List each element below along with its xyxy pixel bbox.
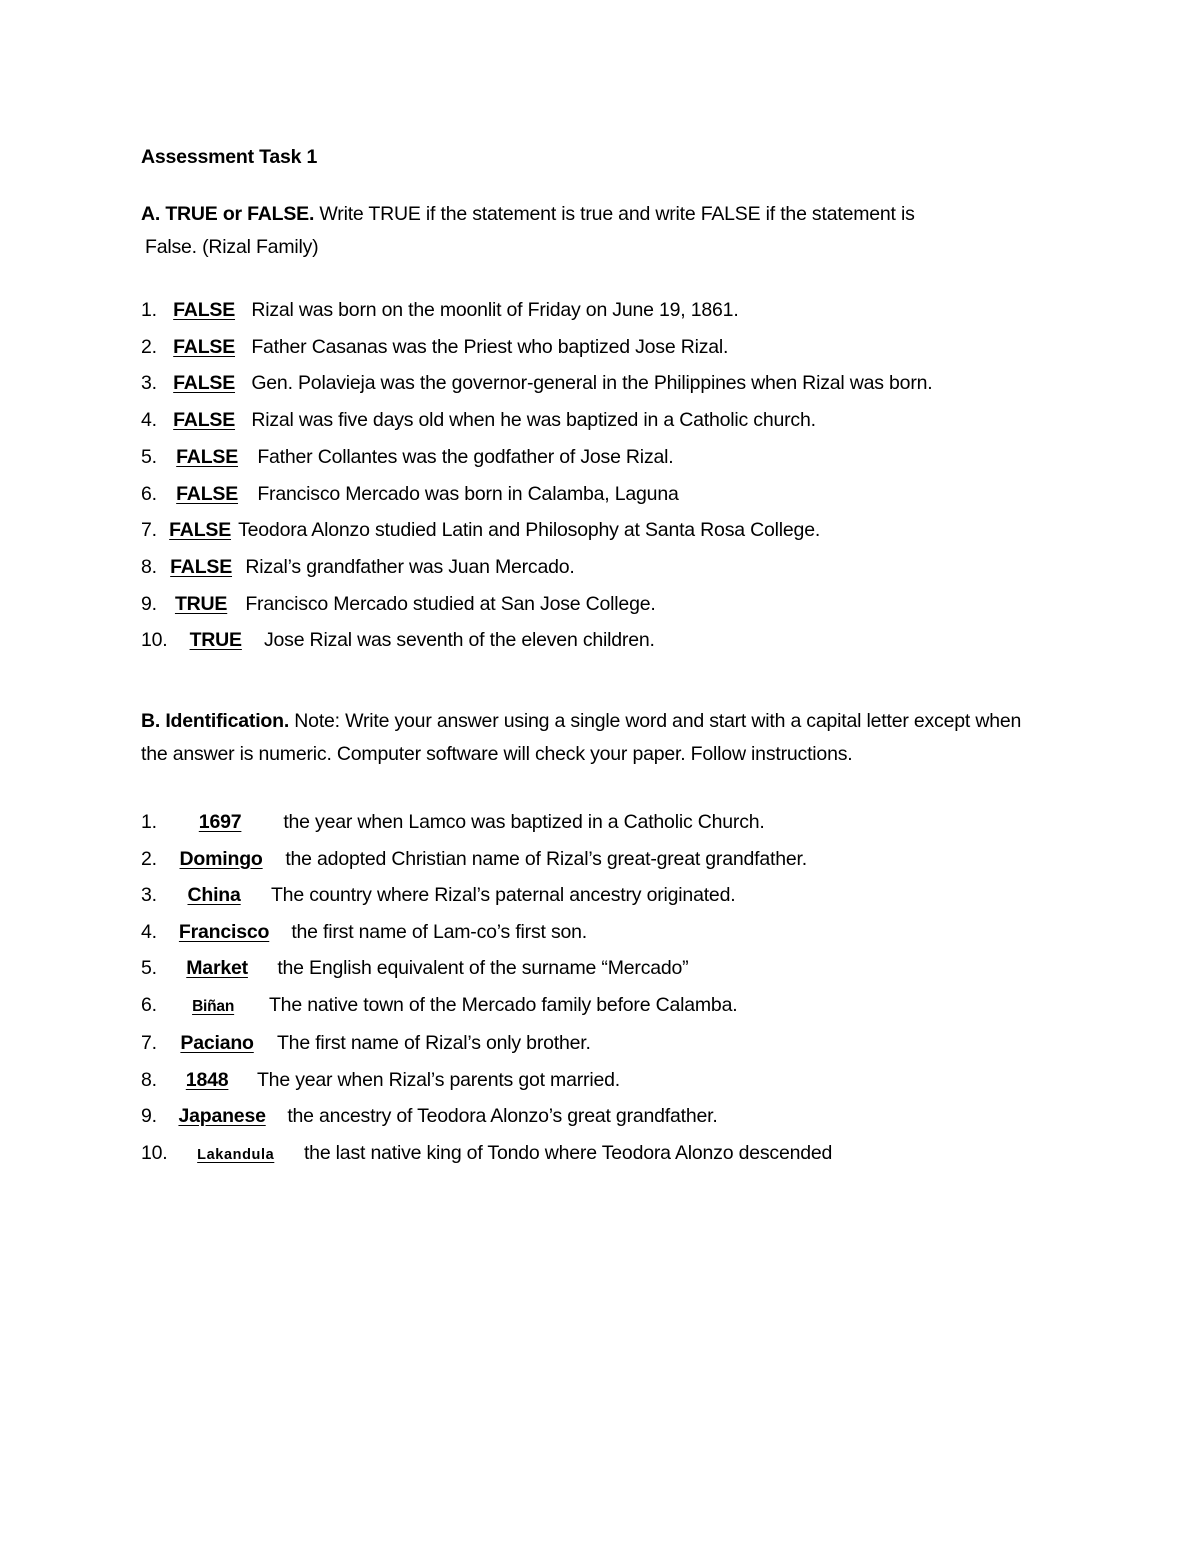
item-text: the first name of Lam-co’s first son. — [291, 920, 588, 943]
true-false-list — [141, 292, 1041, 659]
list-item — [141, 877, 1041, 914]
list-item — [141, 292, 1041, 329]
list-item — [141, 586, 1041, 623]
item-text: The native town of the Mercado family before Calamba. — [268, 993, 738, 1016]
item-number: 9. — [141, 1105, 157, 1128]
answer-blank: FALSE — [173, 335, 236, 358]
item-text: Rizal was born on the moonlit of Friday on June 19, 1861. — [251, 299, 739, 321]
item-number: 7. — [141, 1032, 157, 1055]
answer-blank: TRUE — [189, 629, 242, 652]
section-b — [141, 705, 1041, 1173]
item-text: Teodora Alonzo studied Latin and Philosophy at Santa Rosa College. — [238, 519, 821, 542]
item-number: 8. — [141, 1068, 157, 1091]
answer-blank: Domingo — [179, 847, 263, 870]
identification-list — [141, 804, 1041, 1173]
list-item — [141, 841, 1041, 878]
item-number: 5. — [141, 445, 157, 468]
section-b-instruction — [141, 705, 1041, 771]
item-text: Francisco Mercado studied at San Jose College. — [245, 592, 656, 615]
answer-blank: 1697 — [198, 811, 242, 834]
item-number: 10. — [141, 629, 168, 652]
list-item — [141, 549, 1041, 586]
section-a-instruction-cont: False. (Rizal Family) — [145, 236, 319, 258]
page-title: Assessment Task 1 — [141, 146, 318, 168]
list-item — [141, 365, 1041, 402]
list-item — [141, 1098, 1041, 1135]
section-a-instruction-text: Write TRUE if the statement is true and write FALSE if the statement is — [314, 203, 915, 225]
list-item — [141, 987, 1041, 1026]
answer-blank: 1848 — [185, 1068, 229, 1091]
item-number: 3. — [141, 372, 157, 395]
item-number: 1. — [141, 299, 157, 321]
item-number: 2. — [141, 335, 157, 358]
answer-blank: FALSE — [169, 519, 232, 542]
item-number: 6. — [141, 482, 157, 505]
section-a-instruction — [141, 198, 1041, 264]
item-text: the English equivalent of the surname “Mercado” — [277, 957, 689, 980]
item-text: The country where Rizal’s paternal ancestry originated. — [270, 884, 736, 907]
item-text: Father Casanas was the Priest who baptized Jose Rizal. — [251, 335, 729, 358]
answer-blank: Francisco — [178, 920, 270, 943]
item-number: 10. — [141, 1141, 168, 1164]
item-text: the year when Lamco was baptized in a Catholic Church. — [283, 811, 765, 834]
item-number: 5. — [141, 957, 157, 980]
item-text: the adopted Christian name of Rizal’s great-great grandfather. — [285, 847, 807, 870]
answer-blank: FALSE — [176, 445, 239, 468]
item-text: the last native king of Tondo where Teodora Alonzo descended — [303, 1141, 833, 1164]
list-item — [141, 914, 1041, 951]
list-item — [141, 1025, 1041, 1062]
section-b-lead: B. Identification. — [141, 710, 290, 733]
list-item — [141, 329, 1041, 366]
section-a-lead: A. TRUE or FALSE. — [141, 203, 315, 225]
list-item — [141, 950, 1041, 987]
answer-blank: Paciano — [180, 1032, 254, 1055]
item-text: The year when Rizal’s parents got married. — [256, 1068, 620, 1091]
item-text: Jose Rizal was seventh of the eleven children. — [263, 629, 655, 652]
item-text: Rizal’s grandfather was Juan Mercado. — [245, 555, 575, 578]
item-number: 6. — [141, 993, 157, 1016]
answer-blank: China — [187, 884, 241, 907]
list-item — [141, 439, 1041, 476]
answer-blank: FALSE — [173, 372, 236, 395]
document-page — [141, 140, 1041, 1173]
list-item — [141, 402, 1041, 439]
item-number: 4. — [141, 409, 157, 432]
item-number: 9. — [141, 592, 157, 615]
item-text: the ancestry of Teodora Alonzo’s great grandfather. — [287, 1105, 718, 1128]
answer-blank: FALSE — [173, 299, 236, 321]
item-number: 2. — [141, 847, 157, 870]
item-number: 1. — [141, 811, 157, 834]
answer-blank: Market — [186, 957, 248, 980]
answer-blank: Biñan — [192, 997, 235, 1015]
answer-blank: FALSE — [170, 555, 233, 578]
list-item — [141, 804, 1041, 841]
item-text: The first name of Rizal’s only brother. — [276, 1032, 591, 1055]
list-item — [141, 622, 1041, 659]
item-number: 8. — [141, 555, 157, 578]
list-item — [141, 512, 1041, 549]
list-item — [141, 476, 1041, 513]
item-text: Rizal was five days old when he was baptized in a Catholic church. — [251, 409, 816, 432]
answer-blank: Japanese — [178, 1105, 266, 1128]
answer-blank: Lakandula — [197, 1146, 275, 1163]
item-text: Francisco Mercado was born in Calamba, Laguna — [257, 482, 679, 505]
list-item — [141, 1062, 1041, 1099]
item-number: 7. — [141, 519, 157, 542]
answer-blank: TRUE — [174, 592, 228, 615]
item-number: 4. — [141, 920, 157, 943]
list-item — [141, 1135, 1041, 1174]
answer-blank: FALSE — [173, 409, 236, 432]
item-text: Gen. Polavieja was the governor-general in the Philippines when Rizal was born. — [251, 372, 933, 395]
answer-blank: FALSE — [176, 482, 239, 505]
item-number: 3. — [141, 884, 157, 907]
section-b-instruction-text: Note: Write your answer using a single word and start with a capital letter except when the answer is numeric. Computer software will check your paper. Follow instructions. — [141, 710, 1022, 766]
item-text: Father Collantes was the godfather of Jose Rizal. — [257, 445, 674, 468]
